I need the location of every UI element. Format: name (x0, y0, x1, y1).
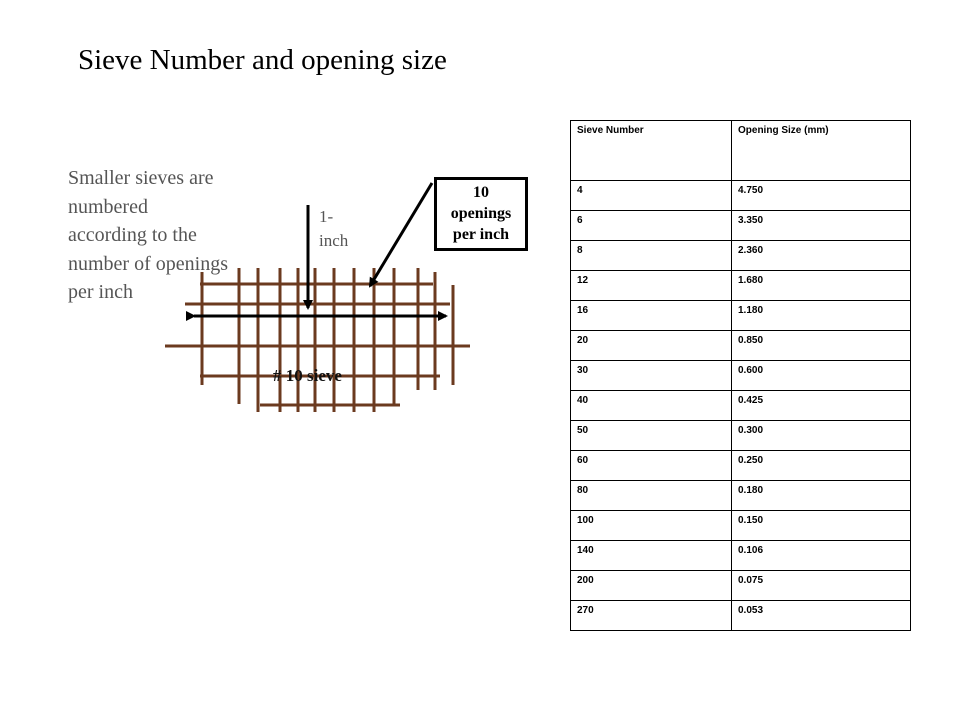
table-row (571, 541, 911, 571)
table-row (571, 421, 911, 451)
box-label-line: 10 (473, 184, 489, 201)
description-line: according to the (68, 224, 197, 246)
opening-size-cell: 0.850 (732, 331, 911, 361)
sieve-number-cell: 12 (571, 271, 732, 301)
column-header: Sieve Number (571, 121, 732, 181)
table-row (571, 511, 911, 541)
sieve-number-cell: 100 (571, 511, 732, 541)
sieve-number-cell: 140 (571, 541, 732, 571)
opening-size-cell: 0.600 (732, 361, 911, 391)
sieve-number-cell: 200 (571, 571, 732, 601)
opening-size-cell: 0.075 (732, 571, 911, 601)
column-header: Opening Size (mm) (732, 121, 911, 181)
table-row (571, 181, 911, 211)
opening-size-cell: 3.350 (732, 211, 911, 241)
sieve-number-cell: 8 (571, 241, 732, 271)
opening-size-cell: 0.425 (732, 391, 911, 421)
sieve-number-cell: 16 (571, 301, 732, 331)
openings-pointer-arrow (370, 183, 432, 286)
sieve-number-cell: 40 (571, 391, 732, 421)
opening-size-cell: 0.053 (732, 601, 911, 631)
table-row (571, 571, 911, 601)
opening-size-cell: 0.150 (732, 511, 911, 541)
box-label-line: per inch (452, 226, 510, 243)
description-line: Smaller sieves are (68, 167, 214, 189)
inch-label (319, 205, 348, 253)
opening-size-cell: 0.250 (732, 451, 911, 481)
opening-size-cell: 0.106 (732, 541, 911, 571)
sieve-number-cell: 60 (571, 451, 732, 481)
table-row (571, 301, 911, 331)
table-row (571, 361, 911, 391)
sieve-number-cell: 80 (571, 481, 732, 511)
description-line: per inch (68, 281, 133, 303)
mesh-grid (165, 268, 470, 412)
table-row (571, 601, 911, 631)
sieve-number-cell: 6 (571, 211, 732, 241)
table-row (571, 481, 911, 511)
sieve-number-cell: 50 (571, 421, 732, 451)
table-row (571, 241, 911, 271)
inch-label-line: inch (319, 231, 349, 250)
table-row (571, 451, 911, 481)
sieve-number-cell: 20 (571, 331, 732, 361)
table-header-row (571, 121, 911, 181)
slide-title: Sieve Number and opening size (78, 44, 447, 76)
opening-size-cell: 4.750 (732, 181, 911, 211)
opening-size-cell: 1.680 (732, 271, 911, 301)
description-line: number of openings (68, 252, 228, 275)
sieve-size-table (570, 120, 911, 631)
opening-size-cell: 1.180 (732, 301, 911, 331)
sieve-number-cell: 270 (571, 601, 732, 631)
sieve-number-cell: 4 (571, 181, 732, 211)
description-line: numbered (68, 195, 148, 218)
table-row (571, 331, 911, 361)
opening-size-cell: 0.300 (732, 421, 911, 451)
table-row (571, 271, 911, 301)
openings-per-inch-box (434, 177, 528, 251)
sieve-label: # 10 sieve (273, 366, 342, 385)
opening-size-cell: 2.360 (732, 241, 911, 271)
box-label-line: openings (450, 205, 512, 222)
table-row (571, 211, 911, 241)
inch-label-line: 1- (319, 207, 334, 226)
sieve-number-cell: 30 (571, 361, 732, 391)
table-row (571, 391, 911, 421)
opening-size-cell: 0.180 (732, 481, 911, 511)
